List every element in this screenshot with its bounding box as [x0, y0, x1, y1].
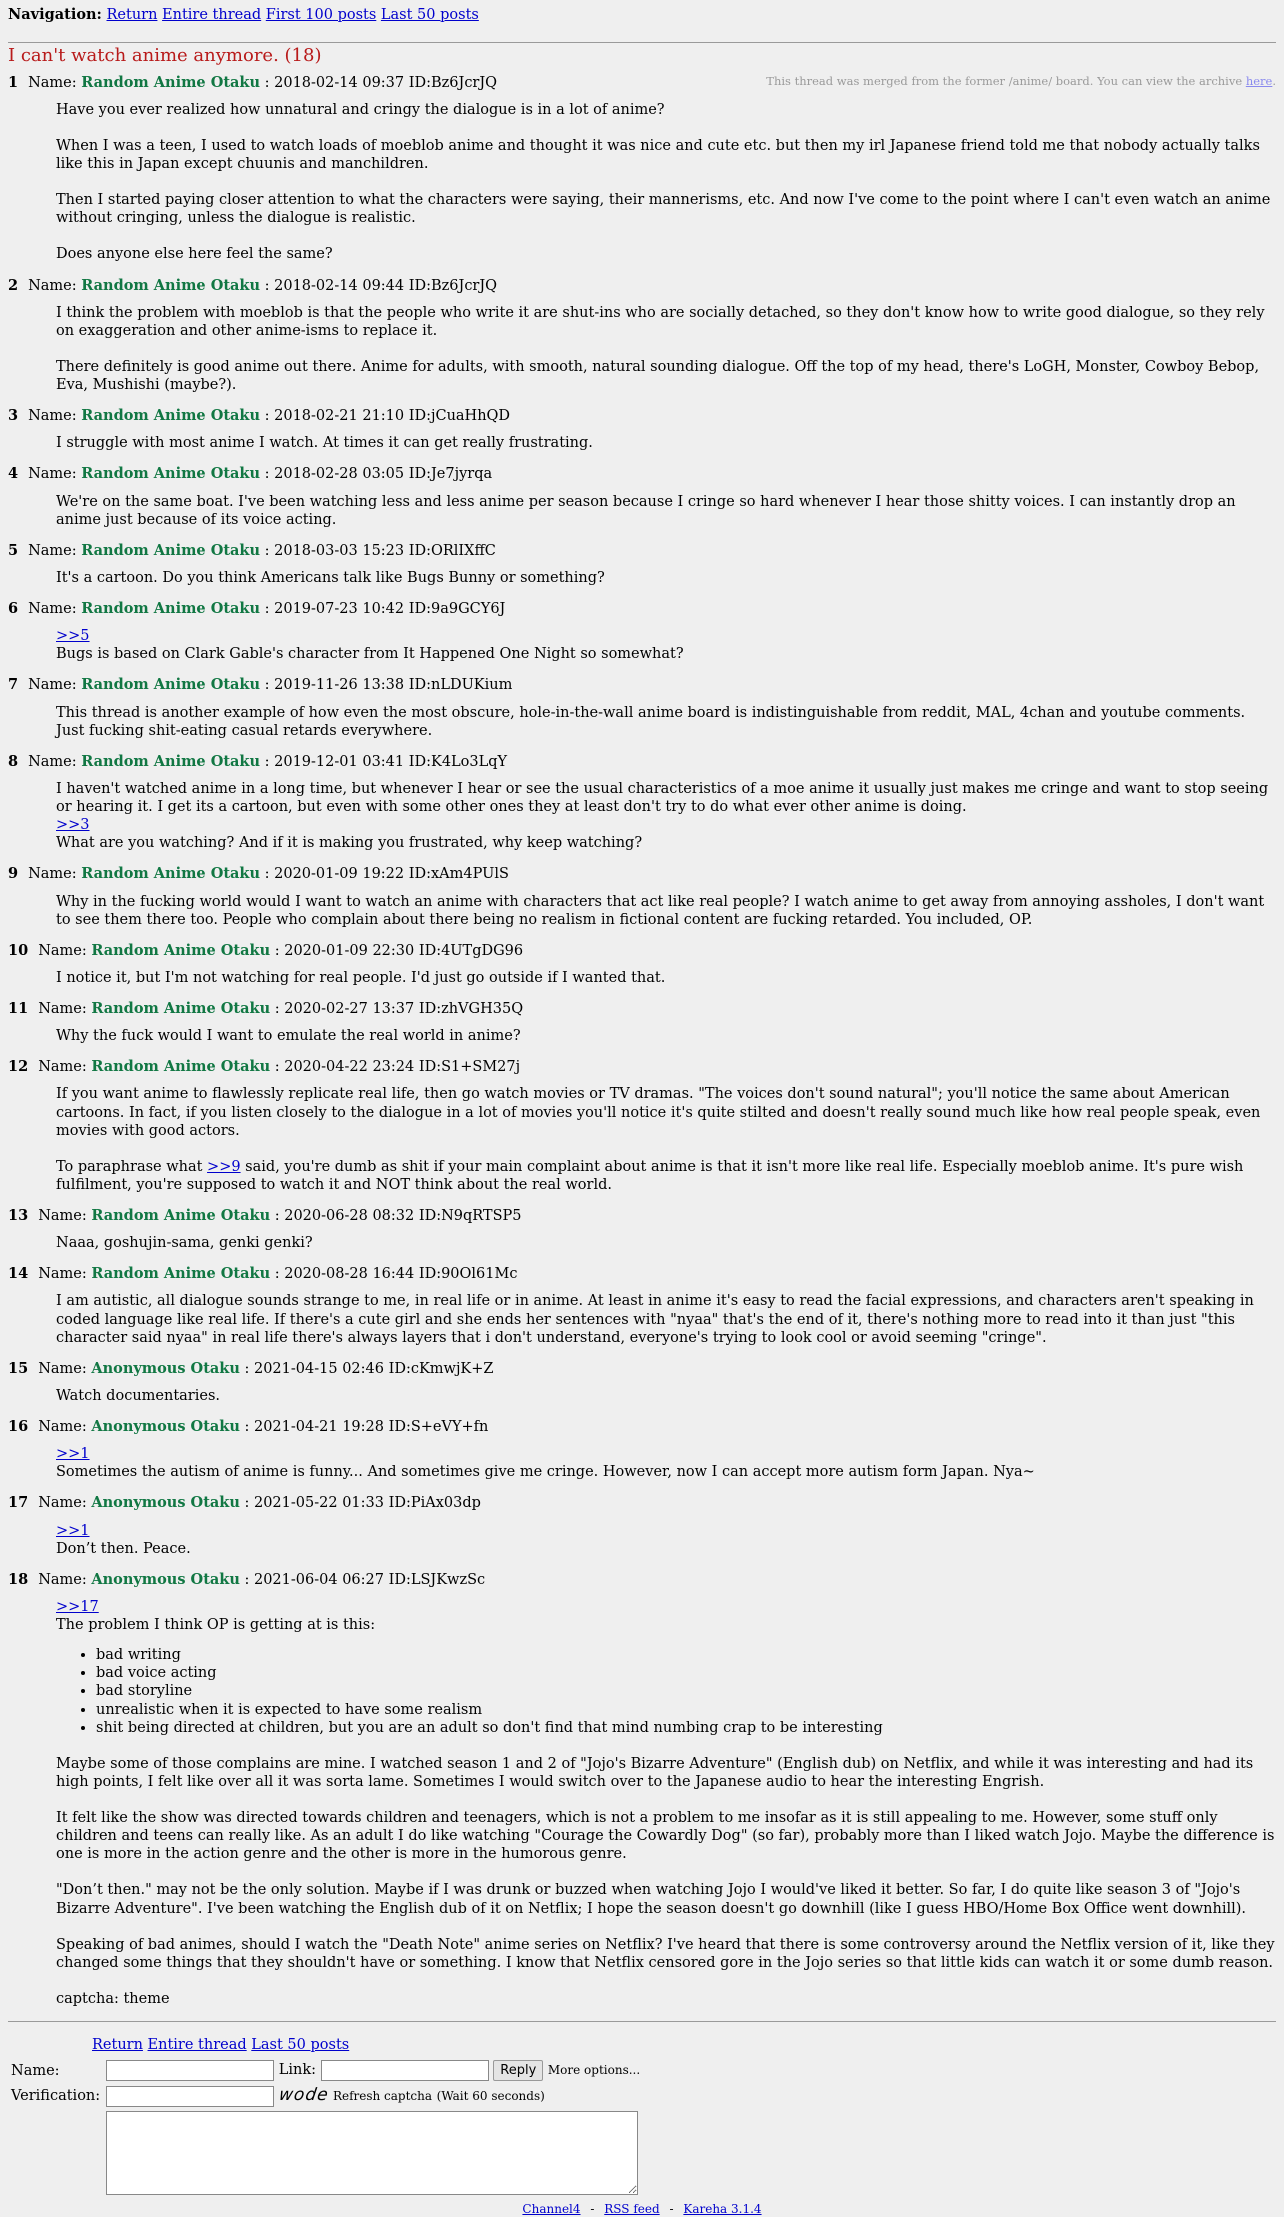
post	[8, 1571, 1276, 2008]
link-input[interactable]	[321, 2060, 489, 2081]
post	[8, 74, 1276, 264]
post-paragraph: There definitely is good anime out there. Anime for adults, with smooth, natural sounding dialogue. Off the top of my head, there's LoGH, Monster, Cowboy Bebop, Eva, Mushishi (maybe?).	[56, 358, 1260, 393]
post-paragraph: I am autistic, all dialogue sounds strange to me, in real life or in anime. At least in anime it's easy to read the facial expressions, and characters aren't speaking in coded language like real life. If there's a cute girl and she ends her sentences with "nyaa" that's the end of it, there's nothing more to read into it than just "this character said nyaa" in real life there's always layers that i don't understand, everyone's trying to look cool or avoid seeming "cringe".	[56, 1293, 1254, 1346]
post-meta: : 2020-01-09 19:22 ID:xAm4PUlS	[264, 866, 509, 883]
post-paragraph: Then I started paying closer attention to what the characters were saying, their mannerisms, etc. And now I've come to the point where I can't even watch an anime without cringing, unless the dialogue is realistic.	[56, 192, 1271, 227]
post	[8, 1418, 1276, 1481]
link-label: Link:	[278, 2062, 317, 2079]
list-item: • bad writing	[96, 1646, 1276, 1664]
post-text: I haven't watched anime in a long time, but whenever I hear or see the usual characteristics of a moe anime it usually just makes me cringe and want to stop seeing or hearing it. I get its a cartoon, but even with some other ones they at least don't try to do what ever other anime is doing.	[56, 780, 1269, 815]
post-name-label: Name:	[28, 466, 77, 483]
merged-notice-text: This thread was merged from the former /anime/ board. You can view the archive	[766, 73, 1243, 88]
footer-kareha-link[interactable]: Kareha 3.1.4	[683, 2202, 762, 2217]
post-meta: : 2018-02-21 21:10 ID:jCuaHhQD	[264, 408, 511, 425]
post-number[interactable]: 5	[8, 541, 19, 559]
post-body	[56, 1598, 1276, 2008]
merged-notice-suffix: .	[1272, 73, 1276, 88]
post-header	[8, 676, 1276, 694]
post-header	[8, 465, 1276, 483]
nav-last-50-link[interactable]: Last 50 posts	[380, 7, 479, 23]
post-header	[8, 277, 1276, 295]
post-body	[56, 569, 1276, 587]
post-meta: : 2020-02-27 13:37 ID:zhVGH35Q	[274, 1001, 524, 1017]
post-header	[8, 753, 1276, 771]
post-header	[8, 865, 1276, 883]
post-header	[8, 1265, 1276, 1283]
post-list	[8, 74, 1276, 2008]
nav-first-100-link[interactable]: First 100 posts	[265, 7, 377, 23]
navigation-label: Navigation:	[8, 6, 102, 23]
reply-form	[8, 2036, 1276, 2217]
archive-link[interactable]: here	[1245, 73, 1273, 88]
post-body	[56, 1234, 1276, 1252]
post-name-label: Name:	[28, 753, 77, 770]
post	[8, 600, 1276, 663]
post-body	[56, 780, 1276, 853]
post-number[interactable]: 17	[8, 1494, 29, 1512]
post-number[interactable]: 14	[8, 1265, 29, 1283]
post-body	[56, 1292, 1276, 1346]
post-header	[8, 1058, 1276, 1076]
post-meta: : 2021-04-21 19:28 ID:S+eVY+fn	[244, 1419, 489, 1435]
post-header	[8, 942, 1276, 960]
footer-channel4-link[interactable]: Channel4	[522, 2202, 581, 2217]
footer-separator: -	[590, 2202, 595, 2217]
post-number[interactable]: 10	[8, 941, 29, 959]
post-meta: : 2021-05-22 01:33 ID:PiAx03dp	[244, 1495, 481, 1512]
poster-name: Random Anime Otaku	[81, 73, 261, 91]
post	[8, 407, 1276, 452]
reply-nav-return-link[interactable]: Return	[92, 2037, 143, 2053]
post-number[interactable]: 18	[8, 1570, 29, 1588]
verification-label: Verification:	[11, 2088, 101, 2105]
post	[8, 1265, 1276, 1347]
post-meta: : 2019-11-26 13:38 ID:nLDUKium	[264, 677, 513, 694]
post-number[interactable]: 16	[8, 1418, 29, 1435]
post-paragraph	[56, 1158, 1276, 1194]
post-paragraph: It's a cartoon. Do you think Americans talk like Bugs Bunny or something?	[56, 569, 605, 586]
post-meta: : 2019-07-23 10:42 ID:9a9GCY6J	[264, 601, 506, 617]
reply-navigation	[92, 2036, 1276, 2054]
comment-textarea[interactable]	[106, 2111, 638, 2195]
post-body	[56, 493, 1276, 529]
footer-rss-link[interactable]: RSS feed	[604, 2202, 660, 2217]
post-number[interactable]: 11	[8, 1000, 29, 1017]
post-number[interactable]: 15	[8, 1359, 29, 1377]
quote-link[interactable]: >>17	[56, 1598, 99, 1615]
post	[8, 865, 1276, 928]
poster-name: Anonymous Otaku	[91, 1359, 240, 1377]
poster-name: Random Anime Otaku	[81, 600, 261, 617]
footer	[8, 2202, 1276, 2217]
reply-nav-entire-thread-link[interactable]: Entire thread	[147, 2037, 247, 2053]
post-header	[8, 1000, 1276, 1018]
post-name-label: Name:	[38, 1571, 87, 1588]
refresh-captcha-link[interactable]: Refresh captcha	[332, 2089, 433, 2104]
post-body	[56, 893, 1276, 929]
post-paragraph: "Don’t then." may not be the only solution. Maybe if I was drunk or buzzed when watching Jojo I would've liked it better. So far, I do quite like season 3 of "Jojo's Bizarre Adventure". I've been watching the English dub of it on Netflix; I hope the season doesn't go downhill (like I guess HBO/Home Box Office went downhill).	[56, 1882, 1247, 1917]
post-paragraph: When I was a teen, I used to watch loads of moeblob anime and thought it was nice and cute etc. but then my irl Japanese friend told me that nobody actually talks like this in Japan except chuunis and manchildren.	[56, 137, 1260, 172]
poster-name: Random Anime Otaku	[81, 541, 261, 559]
post-body	[56, 304, 1276, 395]
post-header	[8, 1571, 1276, 1589]
reply-button[interactable]: Reply	[493, 2060, 543, 2081]
post-header	[8, 542, 1276, 560]
post-name-label: Name:	[28, 677, 77, 694]
post-meta: : 2021-04-15 02:46 ID:cKmwjK+Z	[244, 1360, 494, 1377]
post-text: Bugs is based on Clark Gable's character from It Happened One Night so somewhat?	[56, 646, 684, 663]
post-paragraph: captcha: theme	[56, 1990, 170, 2007]
post	[8, 1000, 1276, 1045]
post-body	[56, 1445, 1276, 1481]
post-paragraph: It felt like the show was directed towards children and teenagers, which is not a problem to me insofar as it is still appealing to me. However, some stuff only children and teens can really like. As an adult I do like watching "Courage the Cowardly Dog" (so far), probably more than I liked watch Jojo. Maybe the difference is one is more in the action genre and the other is more in the humorous genre.	[56, 1810, 1275, 1863]
verification-input[interactable]	[106, 2086, 274, 2107]
post	[8, 1207, 1276, 1252]
post-number[interactable]: 3	[8, 407, 19, 425]
post-meta: : 2018-02-14 09:44 ID:Bz6JcrJQ	[264, 277, 498, 294]
reply-nav-last-50-link[interactable]: Last 50 posts	[251, 2037, 350, 2053]
post-name-label: Name:	[38, 1059, 87, 1076]
post-paragraph: Why the fuck would I want to emulate the real world in anime?	[56, 1028, 521, 1045]
post	[8, 676, 1276, 739]
bottom-divider	[8, 2021, 1276, 2022]
poster-name: Anonymous Otaku	[91, 1570, 240, 1588]
post-body	[56, 969, 1276, 987]
post	[8, 1058, 1276, 1194]
post-number[interactable]: 7	[8, 676, 19, 694]
post-header	[8, 1494, 1276, 1512]
post-header	[8, 600, 1276, 618]
navigation-bar	[8, 6, 1276, 24]
post-meta: : 2018-02-28 03:05 ID:Je7jyrqa	[264, 466, 493, 483]
post-paragraph: I think the problem with moeblob is that the people who write it are shut-ins who are socially detached, so they don't know how to write good dialogue, so they rely on exaggeration and other anime-isms to replace it.	[56, 304, 1265, 339]
nav-return-link[interactable]: Return	[106, 7, 158, 23]
post	[8, 465, 1276, 528]
nav-entire-thread-link[interactable]: Entire thread	[162, 7, 262, 23]
post-meta: : 2021-06-04 06:27 ID:LSJKwzSc	[244, 1571, 486, 1588]
post-text: Don’t then. Peace.	[56, 1540, 191, 1557]
post-meta: : 2020-01-09 22:30 ID:4UTgDG96	[274, 942, 524, 959]
poster-name: Anonymous Otaku	[91, 1494, 240, 1512]
poster-name: Random Anime Otaku	[81, 407, 261, 425]
poster-name: Random Anime Otaku	[91, 1058, 271, 1076]
post-number[interactable]: 8	[8, 752, 19, 770]
post	[8, 277, 1276, 395]
name-input[interactable]	[106, 2060, 274, 2081]
quote-link[interactable]: >>1	[56, 1522, 90, 1539]
post-name-label: Name:	[38, 942, 87, 959]
poster-name: Random Anime Otaku	[91, 1207, 271, 1224]
post-body	[56, 704, 1276, 740]
post-name-label: Name:	[28, 542, 77, 559]
thread-title: I can't watch anime anymore. (18)	[8, 45, 322, 67]
quote-link[interactable]: >>3	[56, 817, 90, 834]
post-text: What are you watching? And if it is making you frustrated, why keep watching?	[56, 835, 643, 852]
post-name-label: Name:	[28, 408, 77, 425]
post-paragraph: Speaking of bad animes, should I watch the "Death Note" anime series on Netflix? I've heard that there is some controversy around the Netflix version of it, like they changed some things that they shouldn't have or something. I know that Netflix censored gore in the Jojo series so that little kids can watch it or some dumb reason.	[56, 1936, 1275, 1971]
post	[8, 1494, 1276, 1557]
quote-link[interactable]: >>9	[207, 1158, 241, 1175]
post-name-label: Name:	[38, 1208, 87, 1224]
post-meta: : 2018-03-03 15:23 ID:ORlIXffC	[264, 542, 496, 559]
post-body	[56, 627, 1276, 663]
post	[8, 753, 1276, 853]
poster-name: Random Anime Otaku	[81, 865, 261, 883]
post-text: Sometimes the autism of anime is funny... And sometimes give me cringe. However, now I can accept more autism form Japan. Nya~	[56, 1464, 1035, 1481]
post-name-label: Name:	[28, 866, 77, 883]
poster-name: Random Anime Otaku	[91, 941, 271, 959]
list-item: • shit being directed at children, but you are an adult so don't find that mind numbing crap to be interesting	[96, 1719, 1276, 1737]
post-meta: : 2018-02-14 09:37 ID:Bz6JcrJQ	[264, 74, 498, 91]
quote-link[interactable]: >>1	[56, 1446, 90, 1463]
post-header	[8, 407, 1276, 425]
post-header	[8, 74, 1276, 92]
post-meta: : 2020-04-22 23:24 ID:S1+SM27j	[274, 1059, 521, 1076]
post-number[interactable]: 1	[8, 73, 19, 91]
list-item: • bad voice acting	[96, 1664, 1276, 1682]
post-body	[56, 101, 1276, 264]
merged-notice	[766, 74, 1276, 88]
post-name-label: Name:	[38, 1419, 87, 1435]
post-paragraph: If you want anime to flawlessly replicate real life, then go watch movies or TV dramas. "The voices don't sound natural"; you'll notice the same about American cartoons. In fact, if you listen closely to the dialogue in a lot of movies you'll notice it's quite stilted and doesn't really sound much like how real people speak, even movies with good actors.	[56, 1086, 1261, 1139]
post-paragraph: Watch documentaries.	[56, 1387, 220, 1404]
quote-link[interactable]: >>5	[56, 628, 90, 645]
list-item: • unrealistic when it is expected to have some realism	[96, 1701, 1276, 1719]
post	[8, 1360, 1276, 1405]
post-meta: : 2020-06-28 08:32 ID:N9qRTSP5	[274, 1208, 522, 1224]
bullet-list	[56, 1646, 1276, 1737]
post-number[interactable]: 9	[8, 865, 19, 883]
captcha-image: wode	[277, 2085, 330, 2106]
post-number[interactable]: 12	[8, 1058, 29, 1076]
post-paragraph: We're on the same boat. I've been watching less and less anime per season because I cringe so hard whenever I hear those shitty voices. I can instantly drop an anime just because of its voice acting.	[56, 493, 1236, 528]
list-item: • bad storyline	[96, 1682, 1276, 1700]
post-text: The problem I think OP is getting at is this:	[56, 1617, 376, 1633]
post-header	[8, 1207, 1276, 1225]
post-number[interactable]: 4	[8, 465, 19, 483]
poster-name: Anonymous Otaku	[91, 1418, 240, 1435]
post-body	[56, 1522, 1276, 1558]
post-header	[8, 1360, 1276, 1378]
post-body	[56, 434, 1276, 452]
post-name-label: Name:	[38, 1266, 87, 1283]
post-name-label: Name:	[38, 1360, 87, 1377]
poster-name: Random Anime Otaku	[91, 1265, 271, 1283]
post-body	[56, 1027, 1276, 1045]
post-paragraph: This thread is another example of how even the most obscure, hole-in-the-wall anime board is indistinguishable from reddit, MAL, 4chan and youtube comments. Just fucking shit-eating casual retards everywhere.	[56, 704, 1246, 739]
post-name-label: Name:	[28, 277, 77, 294]
post-number[interactable]: 2	[8, 276, 19, 294]
more-options-toggle[interactable]: More options...	[547, 2063, 641, 2078]
poster-name: Random Anime Otaku	[81, 276, 261, 294]
post-text: said, you're dumb as shit if your main complaint about anime is that it isn't more like real life. Especially moeblob anime. It's pure wish fulfilment, you're supposed to watch it and NOT think about the real world.	[56, 1158, 1244, 1193]
poster-name: Random Anime Otaku	[91, 1000, 271, 1017]
post-header	[8, 1418, 1276, 1436]
post-paragraph: Naaa, goshujin-sama, genki genki?	[56, 1235, 313, 1252]
post-paragraph: Have you ever realized how unnatural and cringy the dialogue is in a lot of anime?	[56, 101, 665, 118]
footer-separator: -	[669, 2202, 674, 2217]
post-name-label: Name:	[38, 1001, 87, 1017]
post-name-label: Name:	[28, 74, 77, 91]
post-text: Maybe some of those complains are mine. I watched season 1 and 2 of "Jojo's Bizarre Adventure" (English dub) on Netflix, and while it was interesting and had its high points, I felt like over all it was sorta lame. Sometimes I would switch over to the Japanese audio to hear the interesting Engrish.	[56, 1755, 1254, 1790]
post-name-label: Name:	[38, 1495, 87, 1512]
post-meta: : 2020-08-28 16:44 ID:90Ol61Mc	[274, 1266, 518, 1283]
reply-form-table	[8, 2058, 643, 2202]
poster-name: Random Anime Otaku	[81, 676, 261, 694]
post-paragraph: Why in the fucking world would I want to watch an anime with characters that act like real people? I watch anime to get away from annoying assholes, I don't want to see them there too. People who complain about there being no realism in fictional content are fucking retarded. You included, OP.	[56, 893, 1265, 928]
post-body	[56, 1085, 1276, 1194]
post	[8, 542, 1276, 587]
name-label: Name:	[11, 2062, 60, 2079]
post-paragraph: I notice it, but I'm not watching for real people. I'd just go outside if I wanted that.	[56, 969, 666, 986]
post-number[interactable]: 13	[8, 1207, 29, 1224]
post-meta: : 2019-12-01 03:41 ID:K4Lo3LqY	[264, 753, 508, 770]
captcha-wait-text: (Wait 60 seconds)	[436, 2089, 545, 2104]
post	[8, 942, 1276, 987]
post-paragraph: I struggle with most anime I watch. At times it can get really frustrating.	[56, 435, 593, 452]
top-divider	[8, 42, 1276, 43]
post-text: To paraphrase what	[56, 1158, 208, 1175]
post-name-label: Name:	[28, 601, 77, 617]
poster-name: Random Anime Otaku	[81, 465, 261, 483]
post-number[interactable]: 6	[8, 600, 19, 617]
poster-name: Random Anime Otaku	[81, 752, 261, 770]
post-paragraph: Does anyone else here feel the same?	[56, 246, 333, 263]
post-body	[56, 1387, 1276, 1405]
